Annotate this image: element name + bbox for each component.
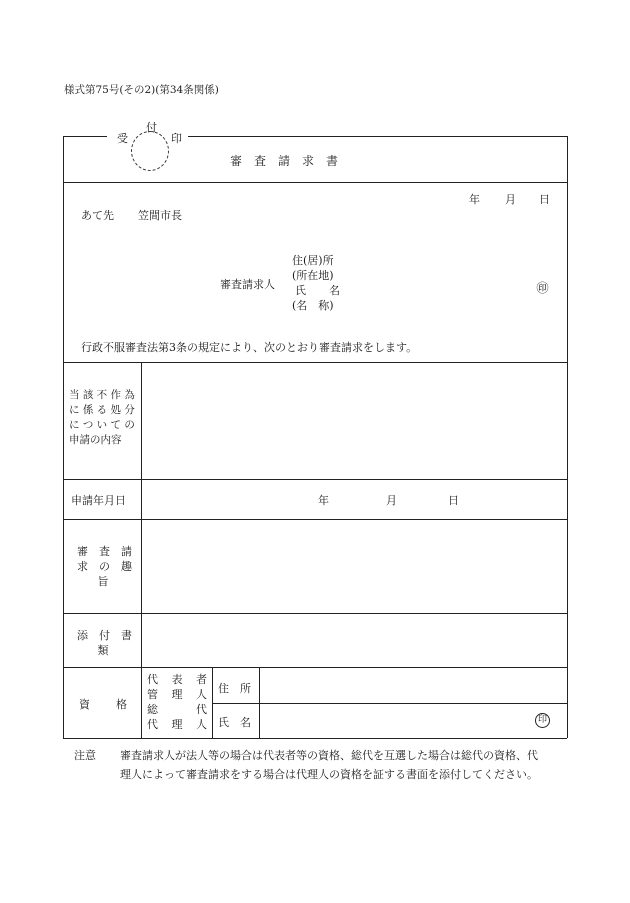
attachments-line-1: 添 付 書 — [77, 629, 132, 642]
qualification-name-label: 氏 名 — [218, 716, 251, 729]
qualification-address-label: 住 所 — [218, 682, 251, 695]
application-date-year: 年 — [318, 494, 329, 507]
note-line-2: 理人によって審査請求をする場合は代理人の資格を証する書面を添付してください。 — [120, 768, 538, 781]
qualification-seal-mark: 印 — [535, 713, 550, 728]
qualification-label-left: 資 — [79, 698, 90, 711]
reception-label-in: 印 — [171, 132, 182, 145]
requester-location-label: (所在地) — [292, 269, 334, 282]
addressee-name: 笠間市長 — [138, 209, 182, 222]
purpose-line-1: 審 査 請 — [77, 545, 132, 558]
application-date-label: 申請年月日 — [71, 494, 126, 507]
rule-below-title — [63, 182, 567, 183]
application-content-line-3: に つ い て の — [69, 419, 135, 431]
role-representative-char-3: 者 — [196, 673, 207, 686]
purpose-line-2: 求 の 趣 — [77, 560, 132, 573]
role-agent-char-1: 代 — [147, 718, 158, 731]
role-collective-representative — [147, 702, 207, 717]
attachments-label — [77, 628, 132, 658]
statement-text: 行政不服審査法第3条の規定により、次のとおり審査請求をします。 — [81, 341, 418, 354]
requester-address-label: 住(居)所 — [292, 254, 334, 267]
date-year-label: 年 — [469, 193, 480, 206]
requester-seal-mark: ㊞ — [536, 281, 549, 295]
qualification-label-right: 格 — [116, 698, 127, 711]
application-date-month: 月 — [386, 494, 397, 507]
role-administrator — [147, 687, 207, 702]
qualification-address-field[interactable] — [260, 668, 567, 703]
note-line-1: 審査請求人が法人等の場合は代表者等の資格、総代を互選した場合は総代の資格、代 — [120, 749, 538, 762]
application-content-line-2: に 係 る 処 分 — [69, 404, 135, 416]
requester-label: 審査請求人 — [220, 278, 275, 291]
frame-top-right — [188, 136, 567, 137]
role-collective-char-1: 総 — [147, 703, 158, 716]
role-agent-char-2: 理 — [171, 718, 183, 731]
application-content-line-1: 当 該 不 作 為 — [69, 389, 135, 401]
role-representative — [147, 672, 207, 687]
role-agent-char-3: 人 — [196, 718, 207, 731]
application-content-line-4: 申請の内容 — [69, 434, 122, 446]
reception-stamp-circle — [131, 131, 169, 171]
role-representative-char-2: 表 — [171, 673, 183, 686]
qualification-roles — [147, 672, 207, 732]
purpose-field[interactable] — [142, 520, 567, 613]
application-content-field[interactable] — [142, 363, 567, 479]
role-administrator-char-1: 管 — [147, 688, 158, 701]
frame-left — [63, 136, 64, 738]
form-number: 様式第75号(その2)(第34条関係) — [64, 84, 219, 96]
application-date-field[interactable] — [142, 480, 567, 518]
role-administrator-char-2: 理 — [171, 688, 183, 701]
role-administrator-char-3: 人 — [196, 688, 207, 701]
requester-entity-label: (名 称) — [292, 299, 334, 312]
reception-label-tsuki: 付 — [146, 121, 157, 134]
date-month-label: 月 — [505, 193, 516, 206]
reception-label-uke: 受 — [117, 132, 128, 145]
requester-name-label-right: 名 — [329, 284, 340, 297]
application-date-day: 日 — [448, 494, 459, 507]
attachments-line-2: 類 — [97, 644, 109, 657]
attachments-field[interactable] — [142, 614, 567, 667]
note-label: 注意 — [74, 749, 96, 762]
date-day-label: 日 — [539, 193, 550, 206]
role-collective-char-3: 代 — [196, 703, 207, 716]
frame-top-left — [63, 136, 107, 137]
requester-name-label-left: 氏 — [295, 284, 306, 297]
frame-bottom — [63, 738, 567, 739]
qualification-name-field[interactable] — [260, 704, 567, 738]
purpose-label — [77, 544, 132, 589]
purpose-line-3: 旨 — [97, 575, 109, 588]
frame-right — [567, 136, 568, 738]
application-content-label — [69, 388, 135, 448]
document-title: 審 査 請 求 書 — [230, 154, 339, 168]
addressee-label: あて先 — [81, 209, 114, 222]
role-representative-char-1: 代 — [147, 673, 158, 686]
role-agent — [147, 717, 207, 732]
